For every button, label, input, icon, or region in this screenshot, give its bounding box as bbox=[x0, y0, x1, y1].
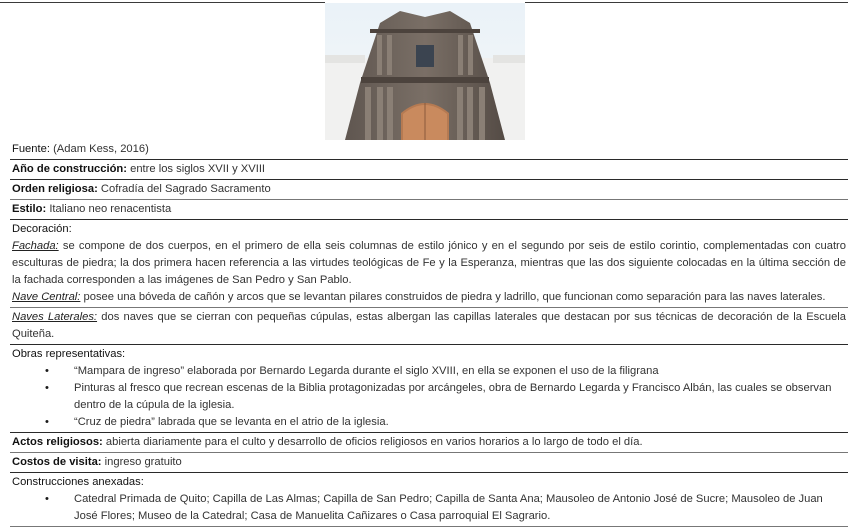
row-style bbox=[10, 200, 848, 220]
facade-paragraph bbox=[12, 238, 846, 289]
row-cost bbox=[10, 453, 848, 473]
annexes-label: Construcciones anexadas: bbox=[12, 476, 144, 488]
facade-label: Fachada: bbox=[12, 240, 59, 252]
year-label: Año de construcción bbox=[12, 163, 124, 175]
works-item bbox=[12, 363, 846, 380]
row-decoration bbox=[10, 220, 848, 308]
central-nave-paragraph bbox=[12, 289, 846, 306]
row-acts bbox=[10, 433, 848, 453]
annexes-list bbox=[12, 491, 846, 525]
annexes-item bbox=[12, 491, 846, 525]
row-works bbox=[10, 345, 848, 433]
works-item-text: Pinturas al fresco que recrean escenas de la Biblia protagonizadas por arcángeles, obra de Bernardo Legarda y Francisco Albán, las cuales se observan dentro de la cúpula de la iglesia. bbox=[74, 382, 832, 411]
style-label: Estilo bbox=[12, 203, 43, 215]
order-value: Cofradía del Sagrado Sacramento bbox=[100, 183, 271, 195]
colon: : bbox=[99, 436, 103, 448]
church-facade-photo bbox=[325, 3, 525, 140]
bullet-icon: • bbox=[45, 416, 49, 428]
cost-value: ingreso gratuito bbox=[104, 456, 182, 468]
colon: : bbox=[97, 456, 102, 468]
bullet-icon: • bbox=[45, 365, 49, 377]
style-value: Italiano neo renacentista bbox=[49, 203, 172, 215]
bullet-icon: • bbox=[45, 493, 49, 505]
annexes-item-text: Catedral Primada de Quito; Capilla de Las Almas; Capilla de San Pedro; Capilla de Santa Ana; Mausoleo de Antonio José de Sucre; Mausoleo de Juan José Flores; Museo de la Catedral; Casa de Manuelita Cañizares o Casa parroquial El Sagrario. bbox=[74, 493, 823, 522]
bullet-icon: • bbox=[45, 382, 49, 394]
works-item-text: “Cruz de piedra” labrada que se levanta en el atrio de la iglesia. bbox=[74, 416, 389, 428]
order-label: Orden religiosa bbox=[12, 183, 95, 195]
top-rule-left bbox=[0, 2, 325, 4]
central-nave-label: Nave Central: bbox=[12, 291, 81, 303]
acts-value: abierta diariamente para el culto y desarrollo de oficios religiosos en varios horarios a lo largo de todo el día. bbox=[105, 436, 643, 448]
colon: : bbox=[94, 183, 98, 195]
top-rule-right bbox=[525, 2, 848, 4]
works-list bbox=[12, 363, 846, 431]
cost-label: Costos de visita bbox=[12, 456, 98, 468]
row-year bbox=[10, 160, 848, 180]
source-label: Fuente: bbox=[12, 143, 50, 155]
source-value: (Adam Kess, 2016) bbox=[53, 143, 149, 155]
year-value: entre los siglos XVII y XVIII bbox=[130, 163, 266, 175]
central-nave-text: posee una bóveda de cañón y arcos que se levantan pilares construidos de piedra y ladrillo, que funcionan como separación para las naves laterales. bbox=[83, 291, 826, 303]
info-table bbox=[10, 140, 848, 527]
decoration-label: Decoración: bbox=[12, 223, 72, 235]
works-item bbox=[12, 380, 846, 414]
side-naves-label: Naves Laterales: bbox=[12, 311, 98, 323]
works-item bbox=[12, 414, 846, 431]
works-item-text: “Mampara de ingreso” elaborada por Bernardo Legarda durante el siglo XVIII, en ella se exponen el uso de la filigrana bbox=[74, 365, 659, 377]
row-order bbox=[10, 180, 848, 200]
row-side-naves bbox=[10, 308, 848, 345]
colon: : bbox=[42, 203, 47, 215]
colon: : bbox=[123, 163, 127, 175]
row-source bbox=[10, 140, 848, 160]
facade-text: se compone de dos cuerpos, en el primero de ella seis columnas de estilo jónico y en el segundo por seis de estilo corintio, complementadas con cuatro esculturas de piedra; la dos primera hacen referencia a las virtudes teológicas de Fe y la Esperanza, mientras que las dos siguiente colocadas en la última sección de la fachada corresponden a las imágenes de San Pedro y San Pablo. bbox=[12, 240, 846, 286]
side-naves-text: dos naves que se cierran con pequeñas cúpulas, estas albergan las capillas laterales que destacan por sus técnicas de decoración de la Escuela Quiteña. bbox=[12, 311, 846, 340]
works-label: Obras representativas: bbox=[12, 348, 126, 360]
acts-label: Actos religiosos bbox=[12, 436, 100, 448]
row-annexes bbox=[10, 473, 848, 527]
